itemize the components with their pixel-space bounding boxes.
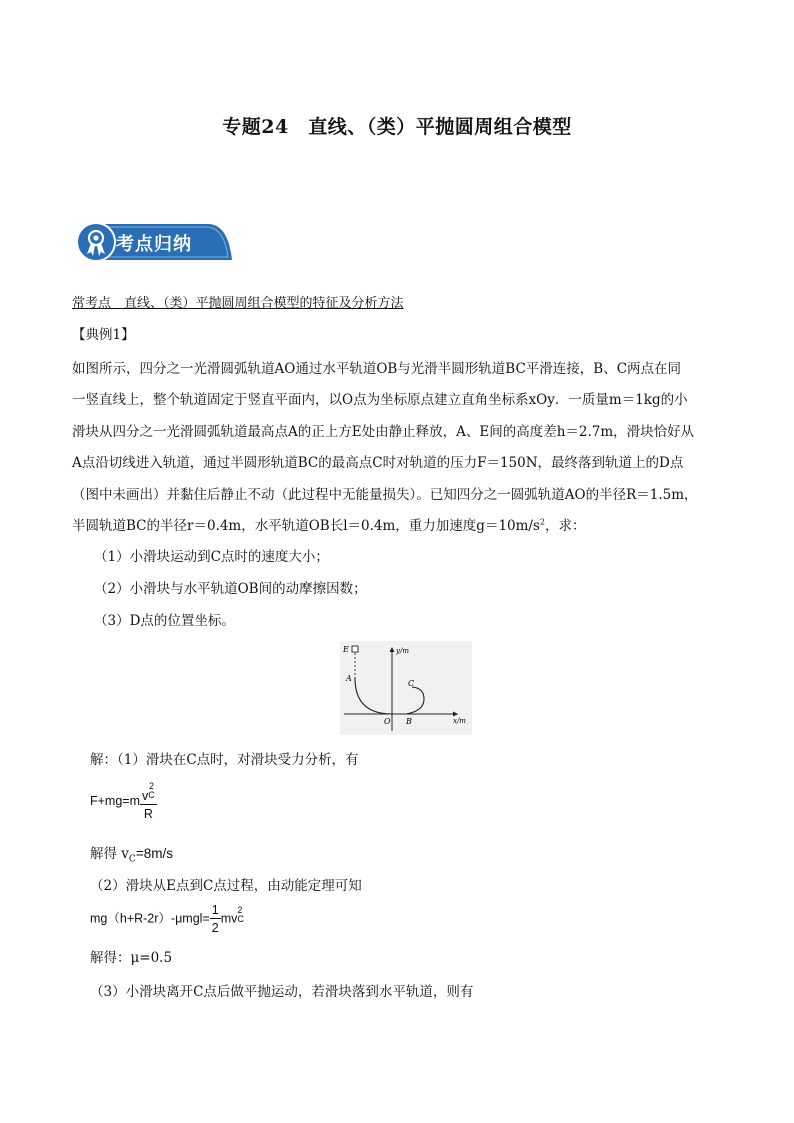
result-1: 解得 $v_C=8m/s$ xyxy=(90,846,173,865)
result-2: 解得：μ=0.5 xyxy=(90,950,173,966)
label-a: A xyxy=(346,674,352,683)
question-2: （2）小滑块与水平轨道OB间的动摩擦因数； xyxy=(94,581,367,597)
problem-line: 半圆轨道BC的半径r＝0.4m，水平轨道OB长l＝0.4m，重力加速度$g=10m/s^2$，求： xyxy=(72,517,586,535)
label-c: C xyxy=(408,679,415,688)
problem-line: 滑块从四分之一光滑圆弧轨道最高点A的正上方E处由静止释放，A、E间的高度差h＝2.7m，滑块恰好从 xyxy=(72,423,695,440)
track-diagram xyxy=(340,641,472,735)
label-b: B xyxy=(406,717,412,726)
equation-1: F+mg=m v 2 C R xyxy=(90,781,155,821)
problem-line: 如图所示，四分之一光滑圆弧轨道AO通过水平轨道OB与光滑半圆形轨道BC平滑连接，B、C两点在同 xyxy=(72,361,682,377)
part-2: （2）滑块从E点到C点过程，由动能定理可知 xyxy=(90,878,362,894)
block-e xyxy=(352,646,358,652)
page-title: 专题24 直线、（类）平抛圆周组合模型 xyxy=(222,116,572,138)
solution-intro: 解：（1）滑块在C点时，对滑块受力分析，有 xyxy=(90,752,359,768)
equation-2: mg（h+R-2r）-μmgl= $\frac{1}{2}$ mv 2 C xyxy=(90,903,244,935)
problem-statement xyxy=(72,354,732,542)
label-o: O xyxy=(384,717,391,726)
label-e: E xyxy=(343,645,349,654)
example-label: 【典例1】 xyxy=(72,327,135,343)
problem-line: （图中未画出）并黏住后静止不动（此过程中无能量损失）。已知四分之一圆弧轨道AO的半径R＝1.5m， xyxy=(72,486,698,503)
label-x-axis: x/m xyxy=(453,717,466,725)
question-3: （3）D点的位置坐标。 xyxy=(94,613,235,629)
problem-line: 一竖直线上，整个轨道固定于竖直平面内，以O点为坐标原点建立直角坐标系xOy．一质量m＝1kg的小 xyxy=(72,392,688,409)
part-3: （3）小滑块离开C点后做平抛运动，若滑块落到水平轨道，则有 xyxy=(90,984,474,1000)
question-1: （1）小滑块运动到C点时的速度大小； xyxy=(94,549,329,565)
problem-line: A点沿切线进入轨道，通过半圆形轨道BC的最高点C时对轨道的压力F＝150N，最终落到轨道上的D点 xyxy=(72,455,684,472)
label-y-axis: y/m xyxy=(396,647,409,655)
banner-label: 考点归纳 xyxy=(116,234,192,255)
section-title: 常考点 直线、（类）平抛圆周组合模型的特征及分析方法 xyxy=(72,296,404,311)
